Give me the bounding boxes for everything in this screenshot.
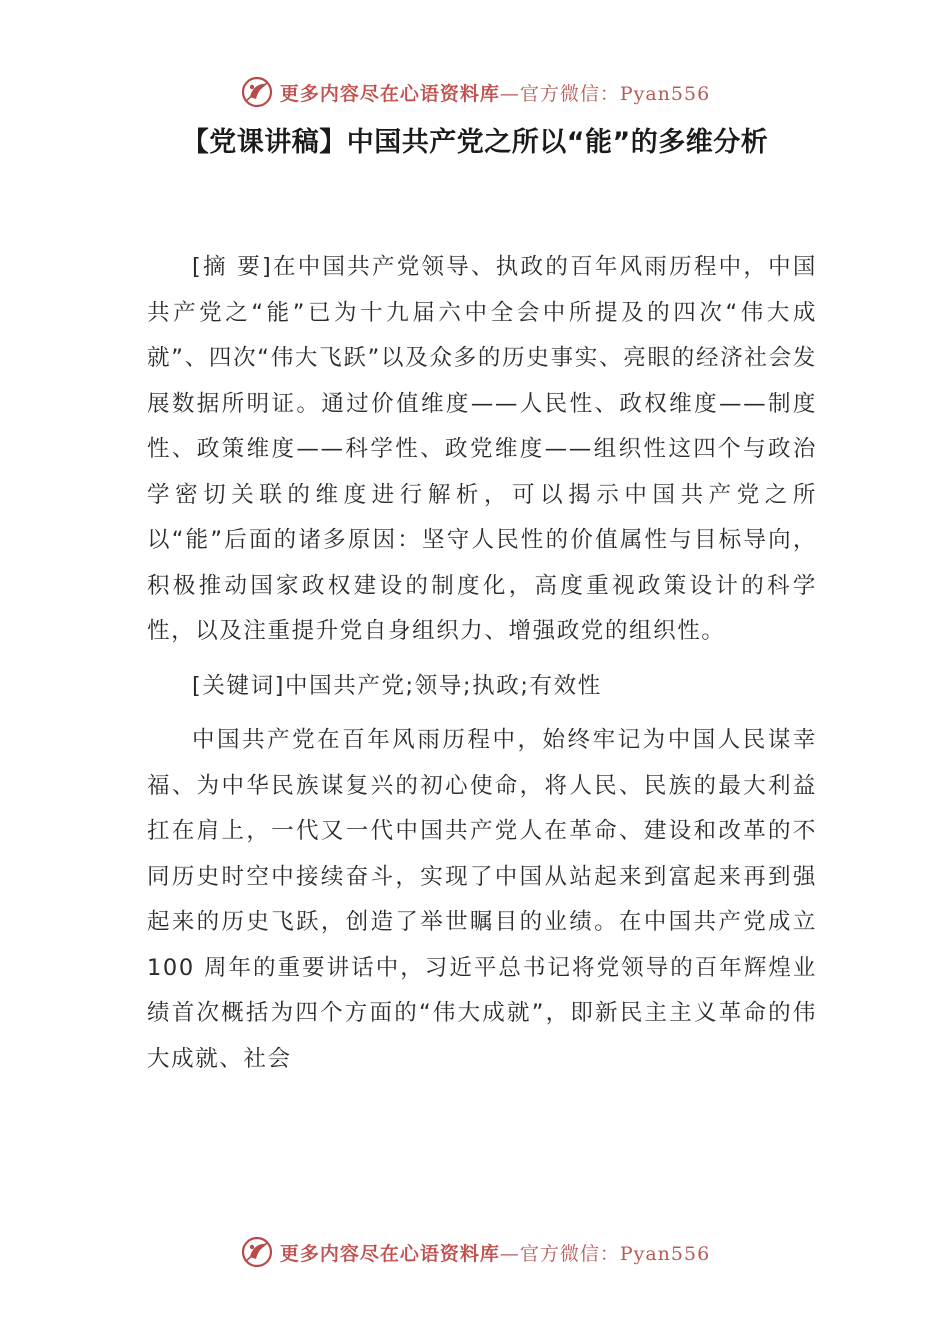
abstract-paragraph: [摘 要]在中国共产党领导、执政的百年风雨历程中，中国共产党之“能”已为十九届六中全会中所提及的四次“伟大成就”、四次“伟大飞跃”以及众多的历史事实、亮眼的经济社会发展数据所明证。通过价值维度——人民性、政权维度——制度性、政策维度——科学性、政党维度——组织性这四个与政治学密切关联的维度进行解析，可以揭示中国共产党之所以“能”后面的诸多原因：坚守人民性的价值属性与目标导向，积极推动国家政权建设的制度化，高度重视政策设计的科学性，以及注重提升党自身组织力、增强政党的组织性。 (147, 254, 817, 644)
watermark-wechat: —官方微信：Pyan556 (499, 1242, 711, 1265)
body-paragraph: 中国共产党在百年风雨历程中，始终牢记为中国人民谋幸福、为中华民族谋复兴的初心使命，将人民、民族的最大利益扛在肩上，一代又一代中国共产党人在革命、建设和改革的不同历史时空中接续奋斗，实现了中国从站起来到富起来再到强起来的历史飞跃，创造了举世瞩目的业绩。在中国共产党成立 100 周年的重要讲话中，习近平总书记将党领导的百年辉煌业绩首次概括为四个方面的“伟大成就”，即新民主主义革命的伟大成就、社会 (147, 727, 817, 1072)
watermark-library-name: 更多内容尽在心语资料库 (279, 1242, 500, 1265)
keywords-paragraph: [关键词]中国共产党;领导;执政;有效性 (192, 672, 602, 699)
footer-watermark (0, 1232, 950, 1272)
document-title: 【党课讲稿】中国共产党之所以“能”的多维分析 (181, 127, 769, 158)
watermark-text (280, 1239, 710, 1266)
watermark-wechat: —官方微信：Pyan556 (499, 82, 711, 105)
document-body (147, 245, 817, 1082)
library-logo-icon (240, 75, 274, 109)
library-logo-icon (240, 1235, 274, 1269)
watermark-text (280, 79, 710, 106)
watermark-library-name: 更多内容尽在心语资料库 (279, 82, 500, 105)
header-watermark (0, 72, 950, 112)
